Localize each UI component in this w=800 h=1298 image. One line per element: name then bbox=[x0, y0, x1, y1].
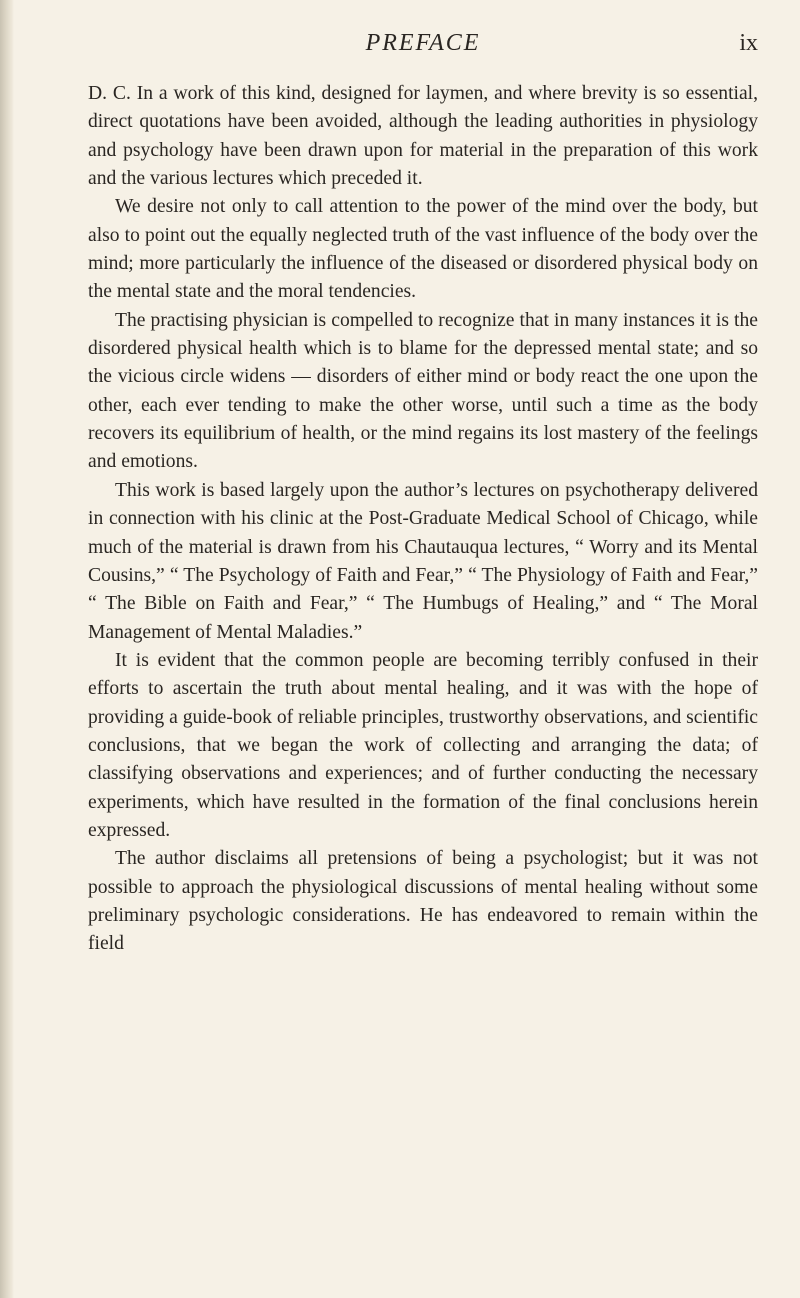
paragraph-continuation: D. C. In a work of this kind, designed for laymen, and where brevity is so essential, direct quotations have been avoided, although the leading authorities in physiology and psychology have been drawn upon for material in the preparation of this work and the various lectures which preceded it. bbox=[88, 83, 758, 190]
body-text bbox=[88, 80, 758, 959]
paragraph-lectures: This work is based largely upon the author’s lectures on psychotherapy delivered in connection with his clinic at the Post-Graduate Medical School of Chicago, while much of the material is drawn from his Chautauqua lectures, “ Worry and its Mental Cousins,” “ The Psychology of Faith and Fear,” “ The Physiology of Faith and Fear,” “ The Bible on Faith and Fear,” “ The Humbugs of Healing,” and “ The Moral Management of Mental Maladies.” bbox=[88, 479, 758, 643]
page-header bbox=[88, 30, 758, 64]
page-number: ix bbox=[739, 30, 758, 56]
paragraph-mental-healing: It is evident that the common people are becoming terribly confused in their efforts to ascertain the truth about mental healing, and it was with the hope of providing a guide-book of reliable principles, trustworthy observations, and scientific conclusions, that we began the work of collecting and arranging the data; of classifying observations and experiences; and of further conducting the necessary experiments, which have resulted in the formation of the final conclusions herein expressed. bbox=[88, 649, 758, 841]
paragraph-author-disclaimer: The author disclaims all pretensions of being a psychologist; but it was not possible to approach the physiological discussions of mental healing without some preliminary psychologic considerations. He has endeavored to remain within the field bbox=[88, 848, 758, 955]
page-spine-shadow bbox=[0, 0, 14, 1298]
paragraph-practising-physician: The practising physician is compelled to recognize that in many instances it is the disordered physical health which is to blame for the depressed mental state; and so the vicious circle widens — disorders of either mind or body react the one upon the other, each ever tending to make the other worse, until such a time as the body recovers its equilibrium of health, or the mind regains its lost mastery of the feelings and emotions. bbox=[88, 309, 758, 473]
paragraph-mind-body: We desire not only to call attention to the power of the mind over the body, but also to point out the equally neglected truth of the vast influence of the body over the mind; more particularly the influence of the diseased or disordered physical body on the mental state and the moral tendencies. bbox=[88, 196, 758, 303]
running-head: PREFACE bbox=[365, 30, 481, 56]
